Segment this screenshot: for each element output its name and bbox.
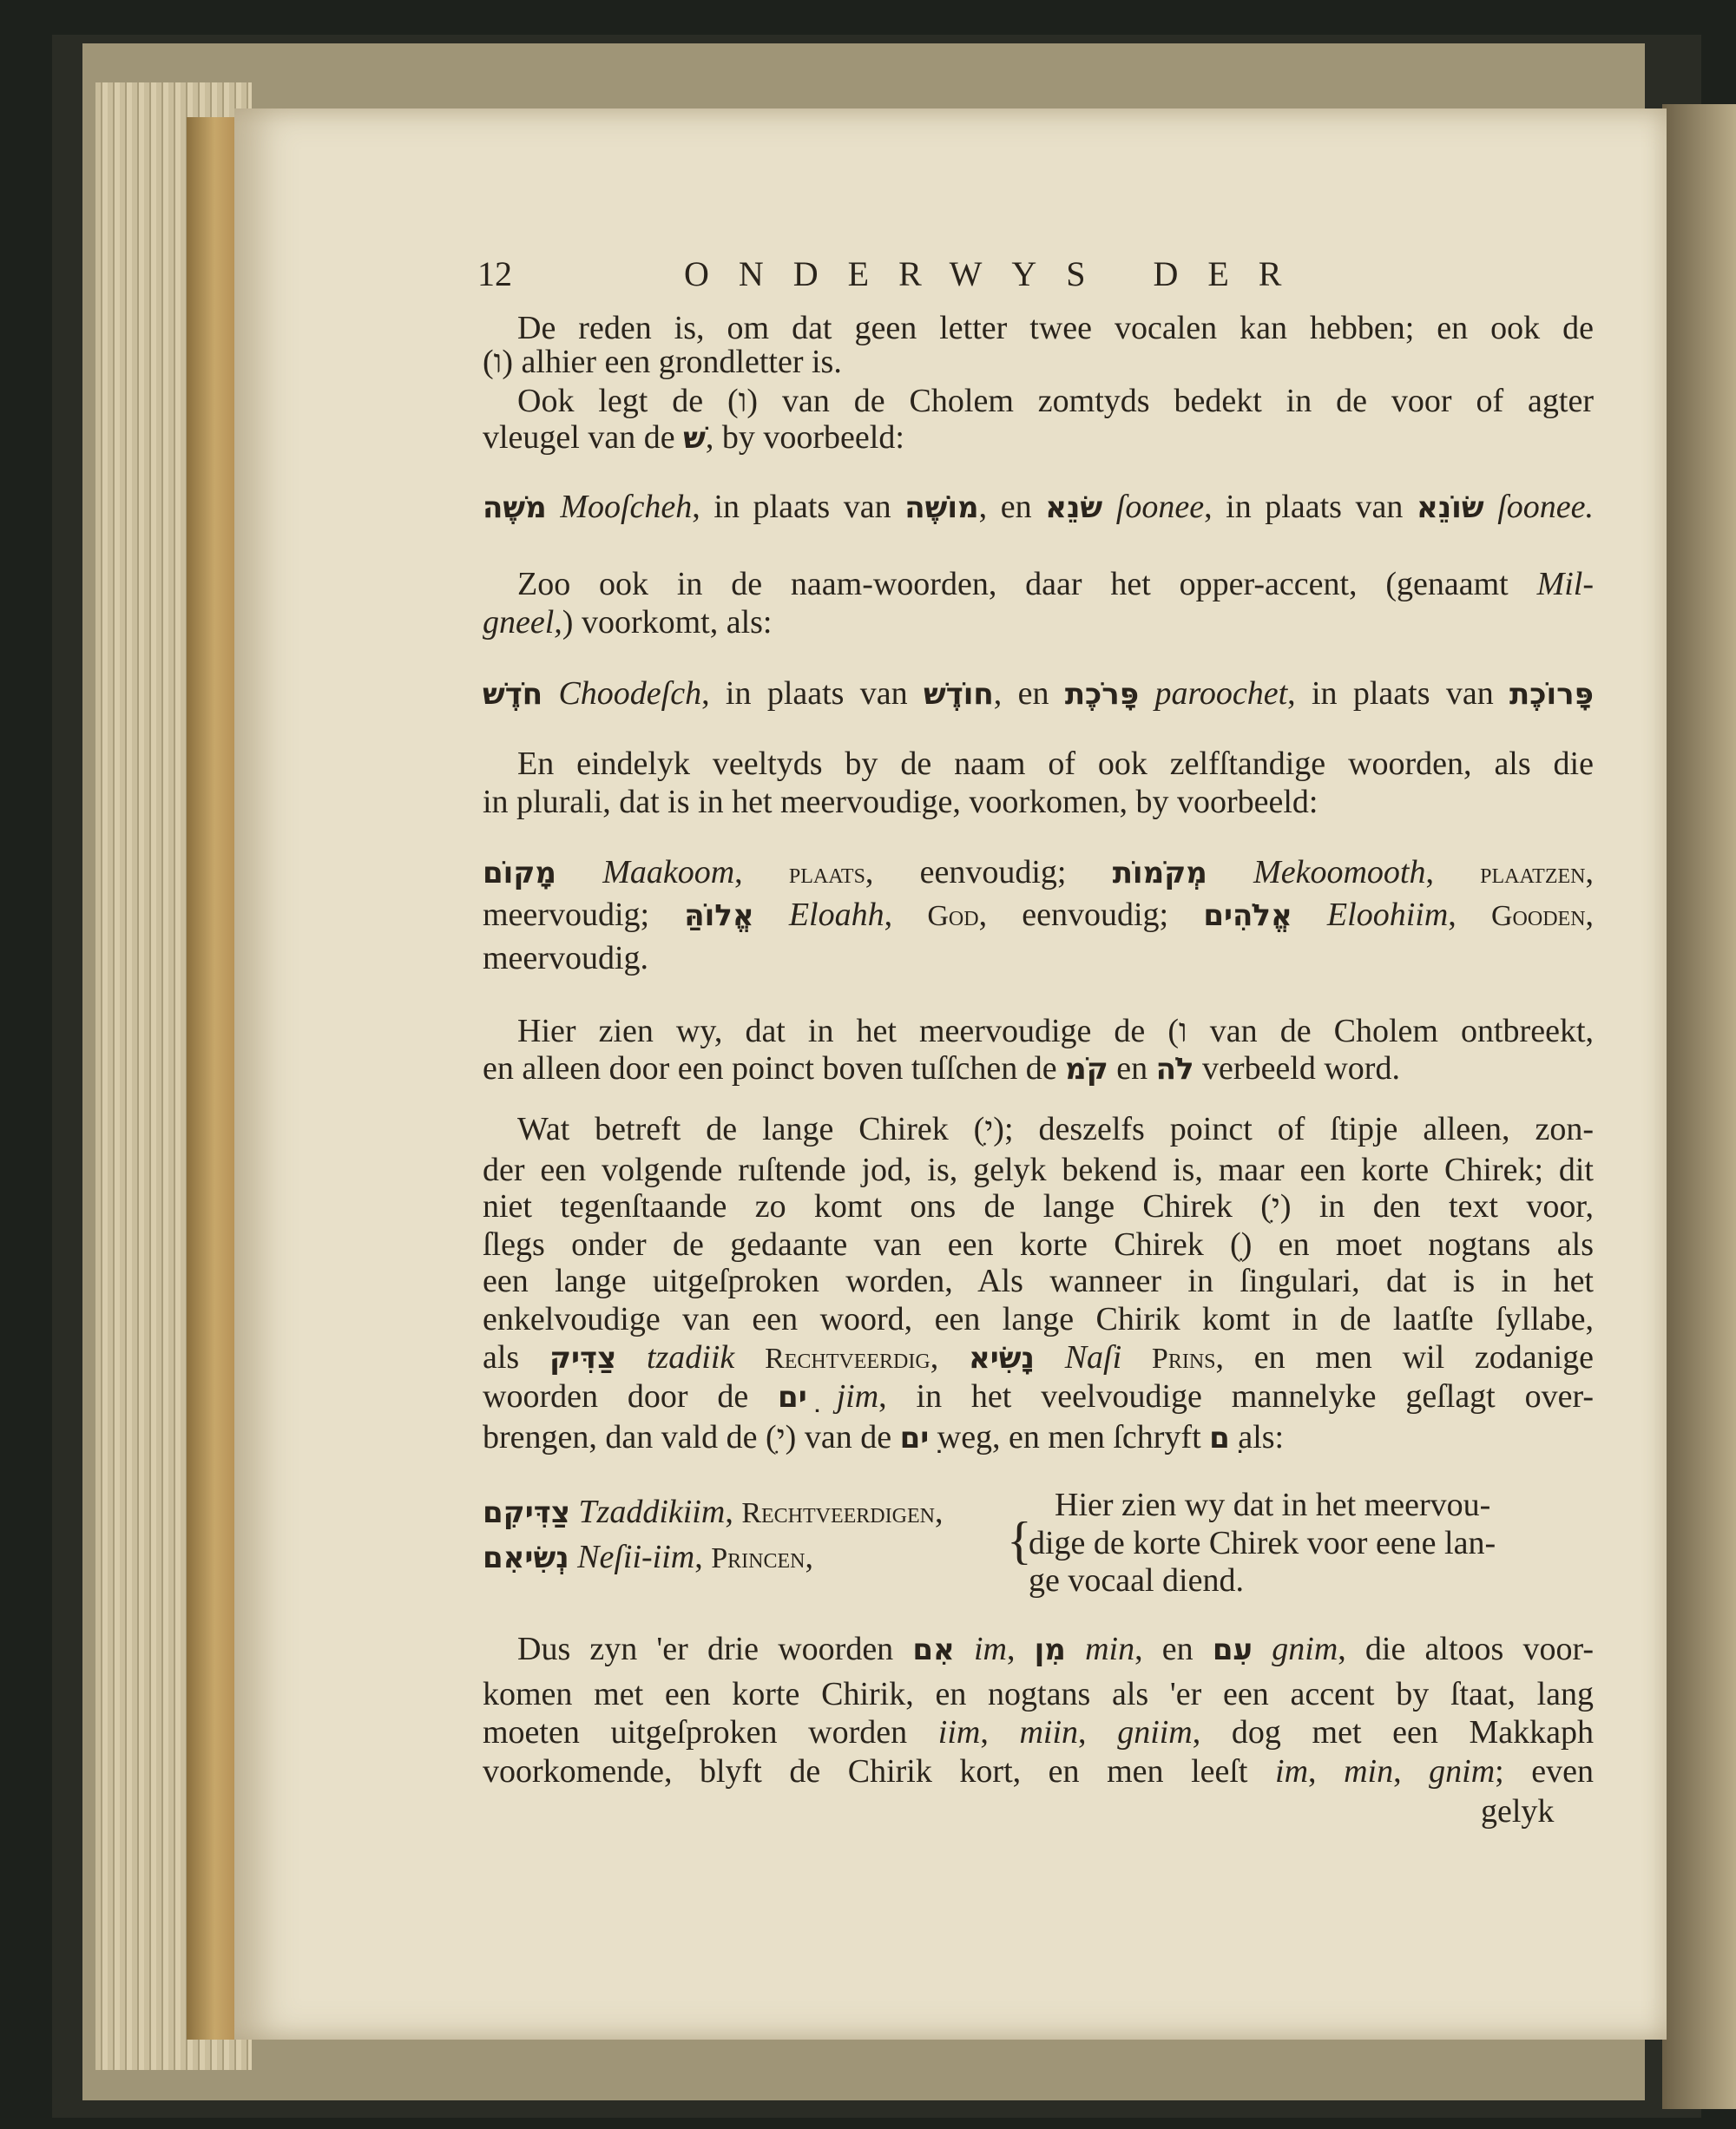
small-caps-text: plaatzen: [1480, 858, 1586, 890]
text-run: en: [1108, 1050, 1156, 1087]
text-run: [734, 1339, 765, 1376]
text-run: , en: [978, 489, 1046, 525]
text-run: meervoudig.: [483, 940, 649, 976]
text-run: vleugel van de: [483, 419, 684, 456]
italic-text: min: [1344, 1753, 1394, 1790]
text-run: , by voorbeeld:: [705, 419, 904, 456]
italic-text: jim: [806, 1378, 879, 1415]
text-run: ,: [980, 1714, 1020, 1751]
italic-text: gnim: [1429, 1753, 1496, 1790]
hebrew-word: לֹה: [1155, 1052, 1194, 1087]
text-run: En eindelyk veeltyds by de naam of ook zelfſtandige woorden, als die: [517, 746, 1594, 782]
hebrew-word: שׂוֹנֵא: [1417, 490, 1484, 525]
text-run: Hier zien wy, dat in het meervoudige de (ו van de Cholem ontbreekt,: [517, 1013, 1594, 1049]
small-caps-text: plaats: [788, 858, 865, 890]
text-run: ,: [884, 897, 928, 933]
hebrew-word: פָּרֹכֶת: [1064, 677, 1140, 712]
text-run: en alleen door een poinct boven tuſſchen de: [483, 1050, 1066, 1087]
text-run: ,: [1393, 1753, 1430, 1790]
hebrew-word: צַדִּיק: [549, 1341, 617, 1376]
small-caps-text: Prins: [1151, 1343, 1216, 1375]
hebrew-word: חֹדֶשׁ: [483, 677, 543, 712]
italic-text: iim: [937, 1714, 981, 1751]
brace: {: [1007, 1512, 1032, 1569]
hebrew-word: ִים: [899, 1421, 930, 1455]
italic-text: Mekoomooth: [1207, 854, 1426, 890]
hebrew-word: פָּרוֹכֶת: [1509, 677, 1594, 712]
text-line: [1481, 1792, 1594, 1830]
text-line: [483, 939, 1594, 977]
text-run: , in plaats van: [692, 489, 905, 525]
text-run: meervoudig;: [483, 897, 685, 933]
italic-text: gnim: [1253, 1631, 1338, 1667]
text-line: [517, 382, 1594, 420]
text-run: als: [483, 1339, 549, 1376]
text-run: der een volgende ruſtende jod, is, gelyk bekend is, maar een korte Chirek; dit: [483, 1152, 1594, 1188]
small-caps-text: Rechtveerdig: [765, 1343, 930, 1375]
italic-text: min: [1065, 1631, 1135, 1667]
hebrew-word: נָשִׂיא: [968, 1341, 1035, 1376]
text-line: [483, 783, 1594, 821]
text-run: , in plaats van: [1287, 675, 1510, 712]
text-run: ; even: [1495, 1753, 1594, 1790]
text-line: [483, 488, 1594, 526]
hebrew-word: מָקוֹם: [483, 856, 556, 890]
hebrew-word: שׂנֵא: [1045, 490, 1103, 525]
italic-text: im: [1275, 1753, 1309, 1790]
italic-text: Eloahh: [753, 897, 884, 933]
text-run: een lange uitgeſproken worden, Als wanneer in ſingulari, dat is in het: [483, 1263, 1594, 1299]
text-line: [517, 565, 1594, 603]
bracket-note-line: dige de korte Chirek voor eene lan-: [1029, 1525, 1496, 1561]
text-run: ,: [1585, 897, 1594, 933]
text-run: De reden is, om dat geen letter twee vocalen kan hebben; en ook de: [517, 310, 1594, 346]
hebrew-word: אִם: [912, 1633, 955, 1667]
page-number: 12: [477, 254, 512, 293]
italic-text: gneel,: [483, 604, 562, 641]
small-caps-text: Rechtveerdigen: [741, 1497, 935, 1529]
text-run: ,: [1425, 854, 1481, 890]
italic-text: tzadiik: [616, 1339, 735, 1376]
italic-text: Choodeſch: [542, 675, 702, 712]
italic-text: Maakoom: [556, 854, 735, 890]
running-title: ONDERWYS DER: [684, 254, 1312, 293]
text-line: [517, 1110, 1594, 1148]
italic-text: paroochet: [1139, 675, 1288, 712]
text-run: Ook legt de (ו) van de Cholem zomtyds bedekt in de voor of agter: [517, 383, 1594, 419]
text-run: , en: [1134, 1631, 1213, 1667]
small-caps-text: Gooden: [1490, 900, 1586, 932]
text-run: verbeeld word.: [1194, 1050, 1400, 1087]
text-run: woorden door de: [483, 1378, 779, 1415]
text-line: [483, 1300, 1594, 1338]
hebrew-word: אֱלוֹהַּ: [684, 898, 754, 933]
text-run: gelyk: [1481, 1793, 1555, 1830]
hebrew-word: עִם: [1212, 1633, 1253, 1667]
text-line: [483, 1377, 1594, 1416]
text-line: [483, 1262, 1594, 1300]
text-run: ,: [1308, 1753, 1345, 1790]
text-run: ) voorkomt, als:: [562, 604, 773, 641]
text-line: [483, 1675, 1594, 1713]
text-line: [517, 1012, 1594, 1050]
italic-text: Naſi: [1034, 1339, 1122, 1376]
text-line: [483, 1418, 1594, 1457]
bracket-note-line: Hier zien wy dat in het meervou-: [1055, 1487, 1491, 1523]
text-run: ,: [805, 1539, 813, 1575]
text-line: [517, 309, 1594, 347]
hebrew-word: חוֹדֶשׁ: [923, 677, 994, 712]
italic-text: miin: [1019, 1714, 1079, 1751]
hebrew-word: אֱלֹהִים: [1203, 898, 1292, 933]
italic-text: Neſii-iim: [569, 1539, 695, 1575]
italic-text: ſoonee: [1102, 489, 1205, 525]
text-run: Dus zyn 'er drie woorden: [517, 1631, 913, 1667]
text-run: Wat betreft de lange Chirek (ִי); deszelfs poinct of ſtipje alleen, zon-: [517, 1111, 1594, 1147]
hebrew-word: ִים: [778, 1380, 807, 1415]
italic-text: im: [954, 1631, 1007, 1667]
text-run: enkelvoudige van een woord, een lange Chirik komt in de laatſte ſyllabe,: [483, 1301, 1594, 1337]
hebrew-word: משֶׁה: [483, 490, 547, 525]
text-line: [483, 1187, 1594, 1225]
text-run: ,: [1078, 1714, 1118, 1751]
text-run: , in het veelvoudige mannelyke geſlagt over-: [878, 1378, 1594, 1415]
text-run: (ו) alhier een grondletter is.: [483, 344, 842, 380]
hebrew-word: שׁ: [683, 421, 706, 456]
text-line: [483, 1151, 1594, 1189]
italic-text: Mooſcheh: [546, 489, 693, 525]
italic-text: ſoonee.: [1483, 489, 1594, 525]
text-run: ,: [934, 1494, 944, 1530]
text-run: in plurali, dat is in het meervoudige, voorkomen, by voorbeeld:: [483, 784, 1318, 820]
text-run: ,: [1585, 854, 1594, 890]
text-run: als:: [1229, 1419, 1285, 1455]
facing-page-edge: [1662, 104, 1736, 2109]
text-run: ,: [734, 854, 789, 890]
text-run: voorkomende, blyft de Chirik kort, en men leeſt: [483, 1753, 1276, 1790]
small-caps-text: Princen: [711, 1542, 806, 1574]
text-run: , eenvoudig;: [865, 854, 1113, 890]
italic-text: gniim: [1117, 1714, 1193, 1751]
text-run: komen met een korte Chirik, en nogtans als 'er een accent by ſtaat, lang: [483, 1676, 1594, 1712]
text-line: [483, 1752, 1594, 1791]
hebrew-word: נְשִׂיאִם: [483, 1541, 569, 1575]
text-run: , eenvoudig;: [978, 897, 1204, 933]
text-line: [517, 745, 1594, 783]
text-line: [483, 1049, 1594, 1088]
small-caps-text: God: [927, 900, 979, 932]
text-run: brengen, dan vald de (ִי) van de: [483, 1419, 900, 1455]
text-run: ,: [725, 1494, 742, 1530]
text-line: [483, 343, 1594, 381]
hebrew-word: מוֹשֶׁה: [904, 490, 979, 525]
text-run: Zoo ook in de naam-woorden, daar het opper-accent, (genaamt: [517, 566, 1537, 602]
text-run: , en men wil zodanige: [1215, 1339, 1594, 1376]
text-run: [1121, 1339, 1152, 1376]
text-run: moeten uitgeſproken worden: [483, 1714, 938, 1751]
text-line: [483, 896, 1594, 934]
text-run: weg, en men ſchryft: [929, 1419, 1210, 1455]
text-run: ,: [1006, 1631, 1035, 1667]
hebrew-word: קֹמ: [1065, 1052, 1108, 1087]
text-run: , en: [993, 675, 1065, 712]
text-run: , in plaats van: [1204, 489, 1417, 525]
hebrew-word: מְקֹמוֹת: [1112, 856, 1207, 890]
text-run: ,: [694, 1539, 712, 1575]
italic-text: Eloohiim: [1292, 897, 1449, 933]
hebrew-word: מִן: [1034, 1633, 1066, 1667]
italic-text: Mil-: [1536, 566, 1594, 602]
text-line: [483, 674, 1594, 713]
text-line: [517, 1630, 1594, 1668]
text-run: ſlegs onder de gedaante van een korte Chirek (ִ) en moet nogtans als: [483, 1226, 1594, 1263]
bracket-note-line: ge vocaal diend.: [1029, 1562, 1244, 1599]
text-line: [483, 1338, 1594, 1377]
text-run: , in plaats van: [701, 675, 924, 712]
text-line: [483, 853, 1594, 891]
text-run: niet tegenſtaande zo komt ons de lange Chirek (ִי) in den text voor,: [483, 1188, 1594, 1225]
text-run: ,: [1448, 897, 1491, 933]
text-run: ,: [930, 1339, 969, 1376]
text-run: , die altoos voor-: [1338, 1631, 1594, 1667]
text-line: [483, 603, 1594, 641]
text-line: [483, 1225, 1594, 1264]
hebrew-word: ִם: [1209, 1421, 1230, 1455]
italic-text: Tzaddikiim: [569, 1494, 726, 1530]
text-line: [483, 418, 1594, 457]
text-run: , dog met een Makkaph: [1192, 1714, 1594, 1751]
text-line: [483, 1713, 1594, 1751]
hebrew-word: צַדִּיקִם: [483, 1495, 570, 1530]
